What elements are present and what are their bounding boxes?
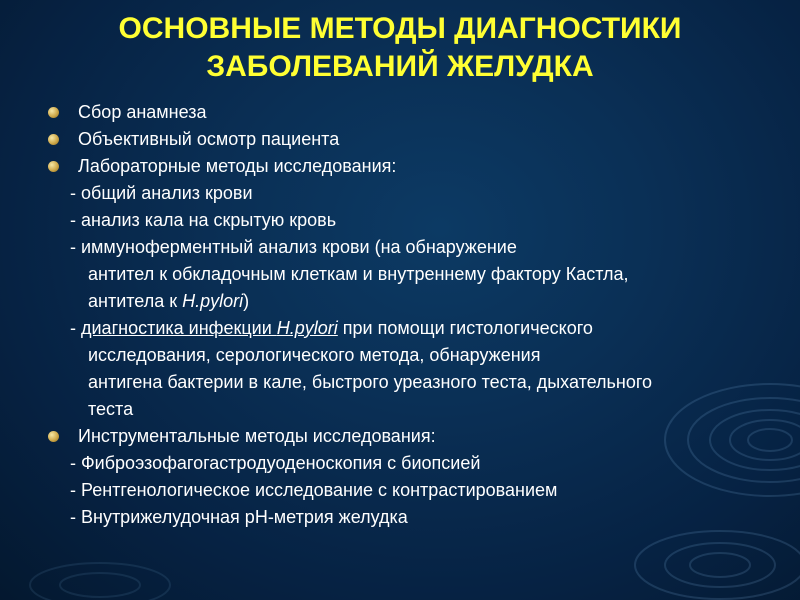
bullet-text: Инструментальные методы исследования: xyxy=(78,426,436,446)
bullet-icon xyxy=(48,134,59,145)
instrumental-item: - Внутрижелудочная рН-метрия желудка xyxy=(70,507,408,527)
bullet-icon xyxy=(48,161,59,172)
bullet-icon xyxy=(48,107,59,118)
bullet-icon xyxy=(48,431,59,442)
text-segment-underlined-italic: H.pylori xyxy=(276,318,338,338)
lab-item-continued xyxy=(88,290,249,312)
text-segment: - xyxy=(70,318,81,338)
bullet-text: Объективный осмотр пациента xyxy=(78,129,340,149)
bullet-text: Лабораторные методы исследования: xyxy=(78,156,397,176)
instrumental-item: - Фиброэзофагогастродуоденоскопия с биопсией xyxy=(70,453,481,473)
title-line-2: ЗАБОЛЕВАНИЙ ЖЕЛУДКА xyxy=(206,50,594,83)
bullet-text: Сбор анамнеза xyxy=(78,102,207,122)
text-segment: при помощи гистологического xyxy=(337,318,593,338)
text-segment-italic: H.pylori xyxy=(182,291,244,311)
text-segment: ) xyxy=(243,291,250,311)
text-segment: антитела к xyxy=(88,291,183,311)
lab-item-continued: теста xyxy=(88,399,134,419)
lab-item-continued: исследования, серологического метода, обнаружения xyxy=(88,345,541,365)
slide-title xyxy=(0,10,800,86)
lab-item-continued: антител к обкладочным клеткам и внутреннему фактору Кастла, xyxy=(88,264,629,284)
text-segment-underlined: диагностика инфекции xyxy=(81,318,277,338)
title-line-1: ОСНОВНЫЕ МЕТОДЫ ДИАГНОСТИКИ xyxy=(118,12,682,45)
lab-item xyxy=(70,317,593,339)
lab-item-continued: антигена бактерии в кале, быстрого уреазного теста, дыхательного xyxy=(88,372,653,392)
instrumental-item: - Рентгенологическое исследование с контрастированием xyxy=(70,480,558,500)
lab-item: - иммуноферментный анализ крови (на обнаружение xyxy=(70,237,517,257)
lab-item: - общий анализ крови xyxy=(70,183,253,203)
lab-item: - анализ кала на скрытую кровь xyxy=(70,210,337,230)
